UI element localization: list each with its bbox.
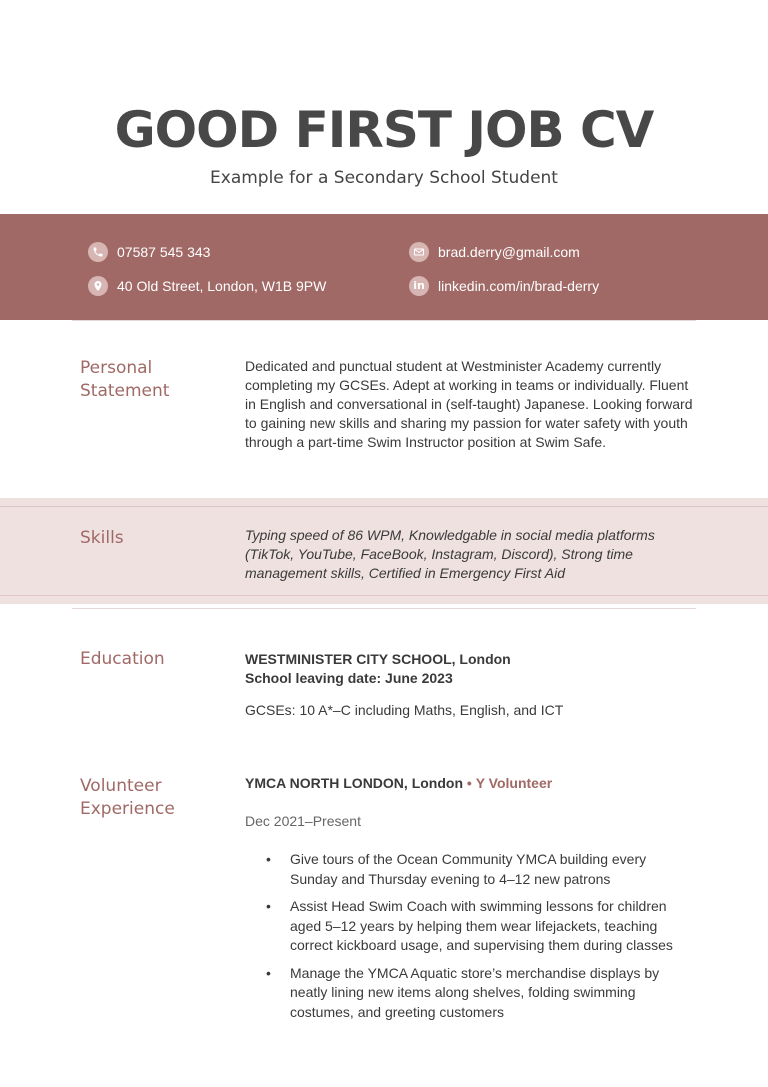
school-leaving-date: School leaving date: June 2023 <box>245 670 453 686</box>
contact-linkedin[interactable] <box>409 276 599 296</box>
linkedin-icon: in <box>409 276 429 296</box>
divider <box>72 608 696 609</box>
cv-title: GOOD FIRST JOB CV <box>114 101 654 159</box>
list-item: • Assist Head Swim Coach with swimming lessons for children aged 5–12 years by helping them wear lifejackets, teaching correct kickboard usage, and supervising them during classes <box>266 897 686 956</box>
volunteer-role: Y Volunteer <box>475 775 553 791</box>
personal-statement-heading: Personal Statement <box>80 358 170 401</box>
school-name: WESTMINISTER CITY SCHOOL, London <box>245 651 511 667</box>
divider <box>0 595 768 596</box>
contact-address <box>88 276 326 296</box>
list-item: • Give tours of the Ocean Community YMCA building every Sunday and Thursday evening to 4–12 new patrons <box>266 850 686 889</box>
list-item: • Manage the YMCA Aquatic store’s merchandise displays by neatly lining new items along shelves, folding swimming costumes, and greeting customers <box>266 964 686 1023</box>
skills-heading: Skills <box>80 528 124 548</box>
linkedin-link[interactable]: linkedin.com/in/brad-derry <box>438 278 600 294</box>
divider <box>72 320 696 321</box>
divider <box>0 506 768 507</box>
personal-statement-text: Dedicated and punctual student at Westminister Academy currently completing my GCSEs. Adept at working in teams or individually. Fluent in English and conversational in (self-taught) Japanese. Looking forward to gaining new skills and sharing my passion for water safety with youth through a part-time Swim Instructor position at Swim Safe. <box>245 358 693 450</box>
education-heading: Education <box>80 649 165 669</box>
cv-subtitle: Example for a Secondary School Student <box>210 168 558 188</box>
contact-band <box>0 214 768 320</box>
gcse-details: GCSEs: 10 A*–C including Maths, English, and ICT <box>245 702 564 718</box>
bullet-separator: • <box>466 775 472 791</box>
phone-text: 07587 545 343 <box>117 244 211 260</box>
volunteer-dates: Dec 2021–Present <box>245 813 361 829</box>
phone-icon <box>88 242 108 262</box>
address-text: 40 Old Street, London, W1B 9PW <box>117 278 327 294</box>
volunteer-org-line <box>245 774 695 793</box>
contact-email[interactable] <box>409 242 580 262</box>
volunteer-duties-list <box>266 850 686 1030</box>
contact-phone <box>88 242 210 262</box>
envelope-icon <box>409 242 429 262</box>
email-link[interactable]: brad.derry@gmail.com <box>438 244 580 260</box>
skills-text: Typing speed of 86 WPM, Knowledgable in social media platforms (TikTok, YouTube, FaceBook, Instagram, Discord), Strong time management skills, Certified in Emergency First Aid <box>245 527 655 581</box>
volunteer-heading: Volunteer Experience <box>80 776 175 819</box>
volunteer-block <box>245 774 695 831</box>
location-pin-icon <box>88 276 108 296</box>
education-block <box>245 650 695 720</box>
volunteer-org: YMCA NORTH LONDON, London <box>245 775 464 791</box>
